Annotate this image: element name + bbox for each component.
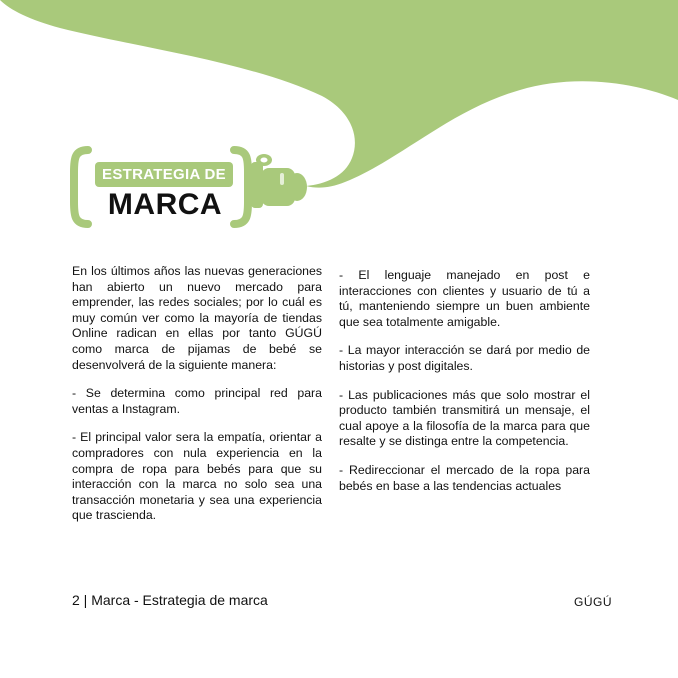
- left-paragraph-2: - Se determina como principal red para ventas a Instagram.: [72, 386, 322, 416]
- right-paragraph-1: - El lenguaje manejado en post e interacciones con clientes y usuario de tú a tú, manteniendo siempre un buen ambiente que sea totalmente amigable.: [339, 268, 590, 329]
- left-paragraph-1: En los últimos años las nuevas generaciones han abierto un nuevo mercado para emprender, las redes sociales; por lo cuál es muy común ver como la mayoría de tiendas Online radican en ellas por tanto GÚGÚ como marca de pijamas de bebé se desenvolverá de la siguiente manera:: [72, 264, 322, 372]
- title-top-label: ESTRATEGIA DE: [95, 162, 233, 187]
- right-paragraph-2: - La mayor interacción se dará por medio de historias y post digitales.: [339, 343, 590, 373]
- right-paragraph-4: - Redireccionar el mercado de la ropa para bebés en base a las tendencias actuales: [339, 462, 590, 493]
- title-block: [68, 140, 318, 235]
- page-title: MARCA: [107, 188, 223, 221]
- left-bracket-icon: [74, 150, 88, 224]
- baby-bottle-icon: [251, 154, 307, 208]
- footer-page-label: 2 | Marca - Estrategia de marca: [72, 592, 268, 608]
- right-column: [339, 268, 590, 507]
- right-paragraph-3: - Las publicaciones más que solo mostrar el producto también transmitirá un mensaje, el cual apoye a la filosofía de la marca para que resalte y se distinga entre la competencia.: [339, 387, 590, 449]
- left-column: [72, 264, 322, 537]
- footer-brand: GÚGÚ: [574, 595, 612, 609]
- left-paragraph-3: - El principal valor sera la empatía, orientar a compradores con nula experiencia en la compra de ropa para bebés para que su interacción con la marca no solo sea una transacción monetaria y sea una experiencia que trascienda.: [72, 430, 322, 523]
